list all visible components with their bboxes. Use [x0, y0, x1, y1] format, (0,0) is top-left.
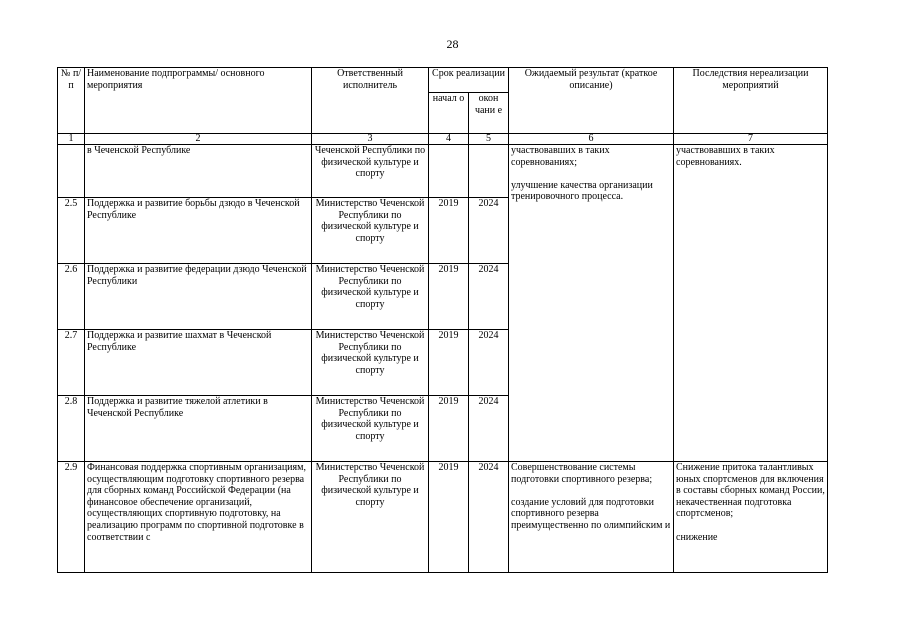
- row-num: [58, 145, 85, 198]
- row-executor: Министерство Чеченской Республики по физической культуре и спорту: [312, 330, 429, 396]
- row-name: Поддержка и развитие шахмат в Чеченской Республике: [85, 330, 312, 396]
- row-name: Поддержка и развитие борьбы дзюдо в Чеченской Республике: [85, 198, 312, 264]
- column-number-row: [58, 134, 828, 145]
- row-num: 2.6: [58, 264, 85, 330]
- effects-text: снижение: [676, 531, 718, 543]
- row-name: Поддержка и развитие федерации дзюдо Чеченской Республики: [85, 264, 312, 330]
- header-term: Срок реализации: [429, 68, 509, 93]
- row-end: 2024: [469, 264, 509, 330]
- row-end: [469, 145, 509, 198]
- row-executor: Министерство Чеченской Республики по физической культуре и спорту: [312, 264, 429, 330]
- result-text: создание условий для подготовки спортивного резерва преимущественно по олимпийским и: [511, 496, 671, 531]
- row-start: 2019: [429, 330, 469, 396]
- row-start: 2019: [429, 264, 469, 330]
- row-end: 2024: [469, 198, 509, 264]
- header-executor: Ответственный исполнитель: [312, 68, 429, 134]
- row-start: 2019: [429, 396, 469, 462]
- row-end: 2024: [469, 330, 509, 396]
- table-header-row: [58, 68, 828, 93]
- effects-text: Снижение притока талантливых юных спортсменов для включения в составы сборных команд России, некачественная подготовка спортсменов;: [676, 462, 825, 520]
- row-name: в Чеченской Республике: [85, 145, 312, 198]
- row-end: 2024: [469, 462, 509, 573]
- table-row: [58, 462, 828, 573]
- effects-cell-group-1: [674, 145, 828, 462]
- result-text: участвовавших в таких соревнованиях;: [511, 145, 610, 168]
- effects-text: участвовавших в таких соревнованиях.: [676, 145, 775, 168]
- header-num: № п/п: [58, 68, 85, 134]
- header-end: окон чани е: [469, 93, 509, 134]
- column-number: 1: [58, 134, 85, 145]
- program-table: [57, 67, 828, 573]
- column-number: 2: [85, 134, 312, 145]
- column-number: 5: [469, 134, 509, 145]
- row-num: 2.9: [58, 462, 85, 573]
- row-executor: Министерство Чеченской Республики по физической культуре и спорту: [312, 396, 429, 462]
- table-row: [58, 145, 828, 198]
- result-text: улучшение качества организации тренировочного процесса.: [511, 179, 653, 203]
- header-name: Наименование подпрограммы/ основного мероприятия: [85, 68, 312, 134]
- column-number: 4: [429, 134, 469, 145]
- row-executor: Министерство Чеченской Республики по физической культуре и спорту: [312, 198, 429, 264]
- result-cell-group-2: [509, 462, 674, 573]
- effects-cell-group-2: [674, 462, 828, 573]
- row-executor: Министерство Чеченской Республики по физической культуре и спорту: [312, 462, 429, 573]
- result-cell-group-1: [509, 145, 674, 462]
- row-start: 2019: [429, 198, 469, 264]
- row-num: 2.5: [58, 198, 85, 264]
- column-number: 7: [674, 134, 828, 145]
- header-effects: Последствия нереализации мероприятий: [674, 68, 828, 134]
- row-end: 2024: [469, 396, 509, 462]
- row-executor: Чеченской Республики по физической культуре и спорту: [312, 145, 429, 198]
- header-result: Ожидаемый результат (краткое описание): [509, 68, 674, 134]
- row-num: 2.8: [58, 396, 85, 462]
- column-number: 6: [509, 134, 674, 145]
- row-num: 2.7: [58, 330, 85, 396]
- page-number: 28: [446, 37, 459, 51]
- column-number: 3: [312, 134, 429, 145]
- row-start: [429, 145, 469, 198]
- row-name: Финансовая поддержка спортивным организациям, осуществляющим подготовку спортивного резерва для сборных команд Российской Федерации (на финансовое обеспечение организаций, осуществляющих спортивную подготовку, на реализацию программ по спортивной подготовке в соответствии с: [85, 462, 312, 573]
- row-name: Поддержка и развитие тяжелой атлетики в Чеченской Республике: [85, 396, 312, 462]
- row-start: 2019: [429, 462, 469, 573]
- header-start: начал о: [429, 93, 469, 134]
- result-text: Совершенствование системы подготовки спортивного резерва;: [511, 462, 653, 485]
